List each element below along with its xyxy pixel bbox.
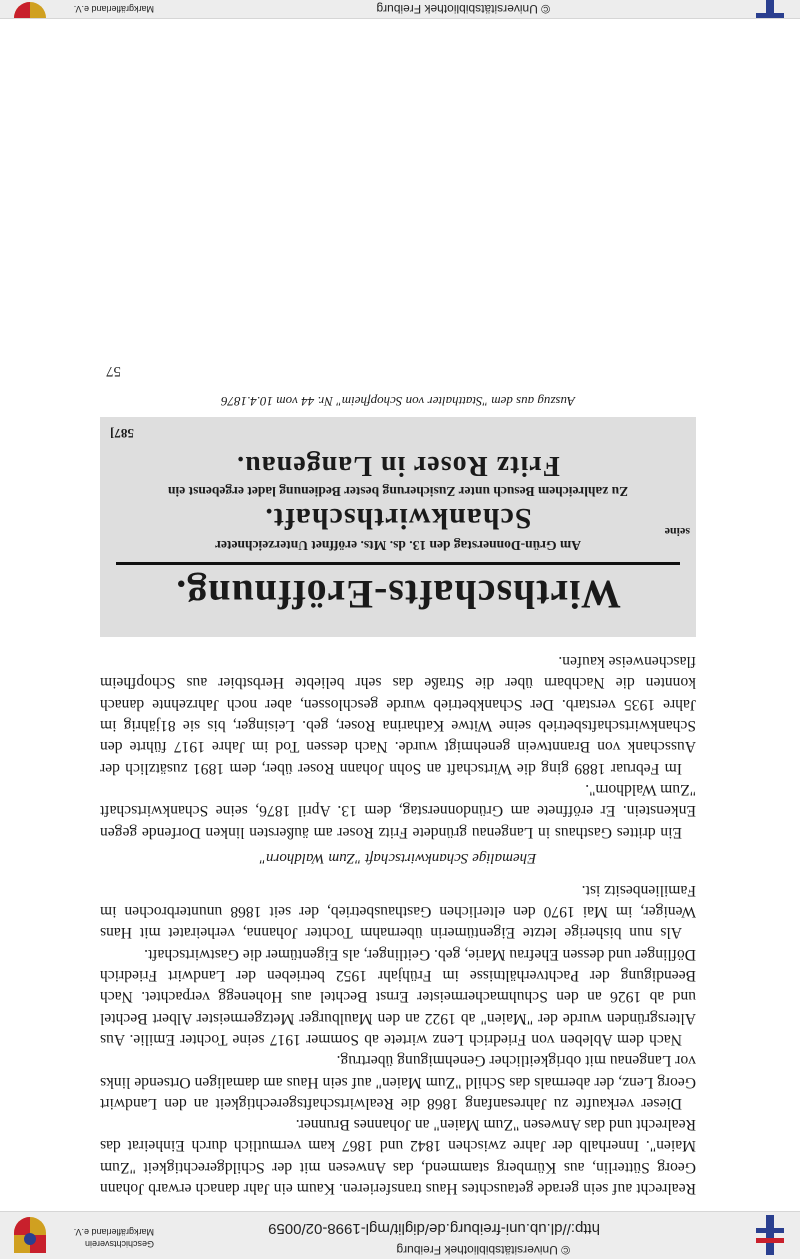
viewer-footer [0, 0, 800, 19]
ad-title: Schankwirthschaft. [264, 501, 532, 535]
paragraph: Dieser verkaufte zu Jahresanfang 1868 die Realwirtschaftsgerechtigkeit an den Landwirt Georg Lenz, der abermals das Schild "Zum Maien" auf sein Haus am damaligen Ortsende links vor Langenau mit obrigkeitlicher Genehmigung übertrug. [100, 1052, 696, 1112]
ad-signature: Fritz Roser in Langenau. [236, 449, 560, 481]
document-url[interactable]: http://dl.ub.uni-freiburg.de/diglit/mgl-1998-02/0059 [268, 1220, 600, 1237]
paragraph: Realrecht auf sein gerade getauschtes Haus transferieren. Kaum ein Jahr danach erwarb Johann Georg Sütterlin, aus Kürnberg stammend, das Anwesen mit der Schildgerechtigkeit "Zum Maien". Innerhalb der Jahre zwischen 1842 und 1867 kam vermutlich durch Einheirat das Realrecht und das Anwesen "Zum Maien" an Johannes Brunner. [100, 1116, 696, 1197]
section-caption: Ehemalige Schankwirtschaft "Zum Waldhorn" [259, 849, 537, 866]
body-text-lower [100, 651, 696, 843]
ad-rule [116, 562, 680, 565]
paragraph: Nach dem Ableben von Friedrich Lenz wirtete ab Sommer 1917 seine Tochter Emilie. Aus Altersgründen wurde der "Maien" ab 1922 an den Maulburger Metzgermeister Albert Bechtel und ab 1926 an den Schuhmachermeister Ernst Bechtel aus Hohenegg verpachtet. Nach Beendigung der Pachtverhältnisse im Frühjahr 1952 betrieben der Landwirt Friedrich Döflinger und dessen Ehefrau Marie, geb. Geitlinger, als Eigentümer die Gastwirtschaft. [100, 945, 696, 1048]
copyright-credit: © Universitätsbibliothek Freiburg [396, 1243, 570, 1257]
ad-side-note: seine [664, 524, 690, 539]
page-number: 57 [106, 362, 121, 379]
ad-number: 587] [110, 425, 134, 441]
paragraph: Im Februar 1889 ging die Wirtschaft an Sohn Johann Roser über, dem 1891 zusätzlich der Ausschank von Branntwein genehmigt wurde. Nach dessen Tod im Jahre 1917 führte den Schankwirtschaftsbetrieb seine Witwe Katharina Roser, geb. Leisinger, bis sie 81jährig im Jahre 1935 verstarb. Der Schankbetrieb wurde geschlossen, aber noch Jahrzehnte danach konnten die Nachbarn über die Straße das sehr beliebte Herbstbier aus Schopfheim flaschenweise kaufen. [100, 653, 696, 777]
university-library-logo-icon [750, 1215, 790, 1255]
viewer-header [0, 1211, 800, 1259]
ad-caption: Auszug aus dem "Statthalter von Schopfheim" Nr. 44 vom 10.4.1876 [221, 393, 575, 409]
org-name-line2: Markgräflerland e.V. [73, 1227, 154, 1237]
newspaper-advertisement [100, 417, 696, 637]
paragraph: Ein drittes Gasthaus in Langenau gründete Fritz Roser am äußersten linken Dorfende gegen Enkenstein. Er eröffnete am Gründonnerstag, dem 13. April 1876, seine Schankwirtschaft "Zum Waldhorn". [100, 780, 696, 841]
org-name: Markgräflerland e.V. [73, 4, 154, 14]
ad-line: Zu zahlreichem Besuch unter Zusicherung bester Bedienung ladet ergebenst ein [167, 483, 629, 499]
ad-line: Am Grün-Donnerstag den 13. ds. Mts. eröffnet Unterzeichneter [215, 537, 581, 553]
copyright-credit: © Universitätsbibliothek Freiburg [376, 2, 550, 16]
geschichtsverein-crest-icon [10, 1215, 50, 1255]
document-page [100, 362, 696, 1199]
ad-headline: Wirthschafts-Eröffnung. [175, 571, 621, 617]
org-name-line1: Geschichtsverein [84, 1239, 154, 1249]
body-text-upper [100, 880, 696, 1199]
geschichtsverein-crest-icon [10, 0, 50, 19]
university-library-logo-icon [750, 0, 790, 19]
paragraph: Als nun bisherige letzte Eigentümerin übernahm Tochter Johanna, verheiratet mit Hans Weniger, im Mai 1970 den elterlichen Gasthausbetrieb, der seit 1868 ununterbrochen im Familienbesitz ist. [100, 881, 696, 942]
